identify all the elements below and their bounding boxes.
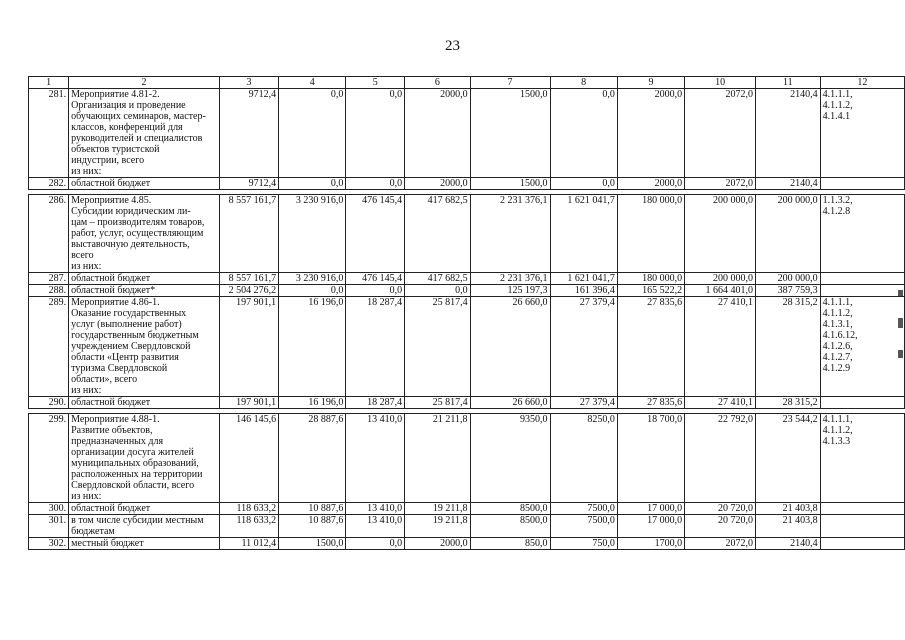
column-header: 4 xyxy=(279,77,346,89)
amount-cell: 387 759,3 xyxy=(756,285,821,297)
column-header: 5 xyxy=(346,77,405,89)
description-line: учреждением Свердловской xyxy=(71,341,191,352)
target-ref: 4.1.1.1, xyxy=(822,297,853,308)
description-line: объектов туристской xyxy=(71,144,160,155)
column-header: 2 xyxy=(69,77,220,89)
amount-cell: 9712,4 xyxy=(219,178,278,190)
amount-cell: 10 887,6 xyxy=(279,515,346,538)
description-line: Мероприятие 4.86-1. xyxy=(71,297,160,308)
amount-cell: 1 664 401,0 xyxy=(685,285,756,297)
description-line: Свердловской области, всего xyxy=(71,480,195,491)
row-description xyxy=(69,297,220,397)
description-line: Мероприятие 4.88-1. xyxy=(71,414,160,425)
target-ref: 4.1.2.7, xyxy=(822,352,853,363)
amount-cell: 16 196,0 xyxy=(279,397,346,409)
amount-cell: 3 230 916,0 xyxy=(279,195,346,273)
amount-cell: 2140,4 xyxy=(756,178,821,190)
amount-cell: 25 817,4 xyxy=(405,297,470,397)
amount-cell: 417 682,5 xyxy=(405,195,470,273)
amount-cell: 28 315,2 xyxy=(756,297,821,397)
amount-cell: 2000,0 xyxy=(405,89,470,178)
row-description xyxy=(69,195,220,273)
amount-cell: 1500,0 xyxy=(470,178,550,190)
description-line: областной бюджет xyxy=(71,273,151,284)
amount-cell: 200 000,0 xyxy=(756,273,821,285)
description-line: области «Центр развития xyxy=(71,352,179,363)
description-line: руководителей и специалистов xyxy=(71,133,203,144)
description-line: выставочную деятельность, xyxy=(71,239,190,250)
amount-cell: 750,0 xyxy=(550,538,617,550)
amount-cell: 2140,4 xyxy=(756,89,821,178)
target-refs xyxy=(820,503,904,515)
amount-cell: 17 000,0 xyxy=(617,503,684,515)
row-number: 289. xyxy=(29,297,69,397)
amount-cell: 11 012,4 xyxy=(219,538,278,550)
amount-cell: 17 000,0 xyxy=(617,515,684,538)
table-row xyxy=(29,515,905,538)
amount-cell: 2000,0 xyxy=(405,178,470,190)
amount-cell: 200 000,0 xyxy=(685,273,756,285)
column-header: 7 xyxy=(470,77,550,89)
amount-cell: 2 504 276,2 xyxy=(219,285,278,297)
table-row xyxy=(29,273,905,285)
amount-cell: 27 410,1 xyxy=(685,297,756,397)
amount-cell: 476 145,4 xyxy=(346,273,405,285)
description-line: туризма Свердловской xyxy=(71,363,168,374)
description-line: Организация и проведение xyxy=(71,100,186,111)
amount-cell: 118 633,2 xyxy=(219,503,278,515)
amount-cell: 0,0 xyxy=(279,89,346,178)
amount-cell: 18 700,0 xyxy=(617,414,684,503)
amount-cell: 20 720,0 xyxy=(685,515,756,538)
amount-cell: 28 887,6 xyxy=(279,414,346,503)
table-row xyxy=(29,538,905,550)
description-line: из них: xyxy=(71,385,102,396)
row-number: 302. xyxy=(29,538,69,550)
amount-cell: 200 000,0 xyxy=(756,195,821,273)
amount-cell: 2000,0 xyxy=(617,178,684,190)
amount-cell: 8250,0 xyxy=(550,414,617,503)
description-line: бюджетам xyxy=(71,526,115,537)
target-ref: 4.1.1.1, xyxy=(822,414,853,425)
row-number: 286. xyxy=(29,195,69,273)
target-ref: 4.1.3.1, xyxy=(822,319,853,330)
amount-cell: 180 000,0 xyxy=(617,195,684,273)
amount-cell: 118 633,2 xyxy=(219,515,278,538)
amount-cell: 476 145,4 xyxy=(346,195,405,273)
target-refs xyxy=(820,414,904,503)
amount-cell: 21 403,8 xyxy=(756,515,821,538)
description-line: работ, услуг, осуществляющим xyxy=(71,228,204,239)
amount-cell: 161 396,4 xyxy=(550,285,617,297)
description-line: местный бюджет xyxy=(71,538,144,549)
amount-cell: 2140,4 xyxy=(756,538,821,550)
target-refs xyxy=(820,195,904,273)
description-line: в том числе субсидии местным xyxy=(71,515,204,526)
amount-cell: 13 410,0 xyxy=(346,515,405,538)
amount-cell: 2072,0 xyxy=(685,178,756,190)
column-header: 9 xyxy=(617,77,684,89)
target-refs xyxy=(820,178,904,190)
row-description xyxy=(69,503,220,515)
target-ref: 4.1.2.9 xyxy=(822,363,851,374)
page-number: 23 xyxy=(445,38,460,54)
amount-cell: 21 403,8 xyxy=(756,503,821,515)
column-header: 3 xyxy=(219,77,278,89)
amount-cell: 16 196,0 xyxy=(279,297,346,397)
target-ref: 4.1.1.1, xyxy=(822,89,853,100)
amount-cell: 0,0 xyxy=(405,285,470,297)
amount-cell: 27 379,4 xyxy=(550,297,617,397)
amount-cell: 1500,0 xyxy=(470,89,550,178)
amount-cell: 21 211,8 xyxy=(405,414,470,503)
amount-cell: 8 557 161,7 xyxy=(219,195,278,273)
amount-cell: 0,0 xyxy=(346,285,405,297)
amount-cell: 197 901,1 xyxy=(219,397,278,409)
amount-cell: 2 231 376,1 xyxy=(470,273,550,285)
amount-cell: 9712,4 xyxy=(219,89,278,178)
amount-cell: 27 379,4 xyxy=(550,397,617,409)
row-description xyxy=(69,414,220,503)
target-refs xyxy=(820,89,904,178)
amount-cell: 417 682,5 xyxy=(405,273,470,285)
description-line: Развитие объектов, xyxy=(71,425,153,436)
table-row xyxy=(29,195,905,273)
column-header: 1 xyxy=(29,77,69,89)
description-line: услуг (выполнение работ) xyxy=(71,319,182,330)
amount-cell: 850,0 xyxy=(470,538,550,550)
column-header: 6 xyxy=(405,77,470,89)
row-number: 281. xyxy=(29,89,69,178)
amount-cell: 2000,0 xyxy=(617,89,684,178)
table-row xyxy=(29,178,905,190)
amount-cell: 8 557 161,7 xyxy=(219,273,278,285)
description-line: Оказание государственных xyxy=(71,308,187,319)
description-line: обучающих семинаров, мастер- xyxy=(71,111,206,122)
amount-cell: 200 000,0 xyxy=(685,195,756,273)
target-refs xyxy=(820,297,904,397)
amount-cell: 27 410,1 xyxy=(685,397,756,409)
amount-cell: 146 145,6 xyxy=(219,414,278,503)
description-line: областной бюджет xyxy=(71,178,151,189)
amount-cell: 23 544,2 xyxy=(756,414,821,503)
amount-cell: 1 621 041,7 xyxy=(550,273,617,285)
description-line: из них: xyxy=(71,491,102,502)
row-description xyxy=(69,515,220,538)
target-ref: 4.1.1.2, xyxy=(822,308,853,319)
target-ref: 4.1.6.12, xyxy=(822,330,858,341)
target-refs xyxy=(820,285,904,297)
description-line: цам – производителям товаров, xyxy=(71,217,205,228)
margin-mark xyxy=(898,318,903,328)
amount-cell: 26 660,0 xyxy=(470,397,550,409)
target-ref: 4.1.3.3 xyxy=(822,436,851,447)
description-line: областной бюджет xyxy=(71,397,151,408)
target-ref: 1.1.3.2, xyxy=(822,195,853,206)
amount-cell: 8500,0 xyxy=(470,503,550,515)
description-line: организации досуга жителей xyxy=(71,447,194,458)
amount-cell: 3 230 916,0 xyxy=(279,273,346,285)
description-line: из них: xyxy=(71,166,102,177)
amount-cell: 18 287,4 xyxy=(346,297,405,397)
amount-cell: 28 315,2 xyxy=(756,397,821,409)
table-row xyxy=(29,414,905,503)
description-line: областной бюджет* xyxy=(71,285,156,296)
row-number: 288. xyxy=(29,285,69,297)
header-row xyxy=(29,77,905,89)
table-row xyxy=(29,285,905,297)
amount-cell: 9350,0 xyxy=(470,414,550,503)
amount-cell: 180 000,0 xyxy=(617,273,684,285)
amount-cell: 8500,0 xyxy=(470,515,550,538)
row-description xyxy=(69,397,220,409)
amount-cell: 2072,0 xyxy=(685,538,756,550)
description-line: классов, конференций для xyxy=(71,122,183,133)
row-description xyxy=(69,89,220,178)
amount-cell: 0,0 xyxy=(550,178,617,190)
amount-cell: 7500,0 xyxy=(550,503,617,515)
budget-table xyxy=(28,76,905,550)
amount-cell: 1 621 041,7 xyxy=(550,195,617,273)
amount-cell: 7500,0 xyxy=(550,515,617,538)
row-number: 290. xyxy=(29,397,69,409)
amount-cell: 27 835,6 xyxy=(617,397,684,409)
target-ref: 4.1.1.2, xyxy=(822,100,853,111)
description-line: Мероприятие 4.85. xyxy=(71,195,152,206)
description-line: муниципальных образований, xyxy=(71,458,199,469)
table-row xyxy=(29,397,905,409)
table-row xyxy=(29,503,905,515)
amount-cell: 1500,0 xyxy=(279,538,346,550)
amount-cell: 10 887,6 xyxy=(279,503,346,515)
amount-cell: 165 522,2 xyxy=(617,285,684,297)
target-ref: 4.1.2.8 xyxy=(822,206,851,217)
amount-cell: 22 792,0 xyxy=(685,414,756,503)
row-description xyxy=(69,538,220,550)
amount-cell: 0,0 xyxy=(550,89,617,178)
row-number: 299. xyxy=(29,414,69,503)
margin-mark xyxy=(898,350,903,358)
description-line: всего xyxy=(71,250,94,261)
row-number: 282. xyxy=(29,178,69,190)
amount-cell: 0,0 xyxy=(346,178,405,190)
description-line: Субсидии юридическим ли- xyxy=(71,206,191,217)
description-line: из них: xyxy=(71,261,102,272)
column-header: 8 xyxy=(550,77,617,89)
amount-cell: 1700,0 xyxy=(617,538,684,550)
amount-cell: 2000,0 xyxy=(405,538,470,550)
amount-cell: 2072,0 xyxy=(685,89,756,178)
table-row xyxy=(29,297,905,397)
description-line: областной бюджет xyxy=(71,503,151,514)
row-description xyxy=(69,285,220,297)
amount-cell: 27 835,6 xyxy=(617,297,684,397)
amount-cell: 0,0 xyxy=(279,178,346,190)
target-refs xyxy=(820,397,904,409)
margin-mark xyxy=(898,290,903,296)
target-refs xyxy=(820,515,904,538)
table-row xyxy=(29,89,905,178)
amount-cell: 19 211,8 xyxy=(405,503,470,515)
description-line: области», всего xyxy=(71,374,138,385)
target-refs xyxy=(820,538,904,550)
row-description xyxy=(69,178,220,190)
description-line: индустрии, всего xyxy=(71,155,145,166)
amount-cell: 0,0 xyxy=(346,89,405,178)
target-refs xyxy=(820,273,904,285)
row-number: 287. xyxy=(29,273,69,285)
amount-cell: 18 287,4 xyxy=(346,397,405,409)
amount-cell: 0,0 xyxy=(279,285,346,297)
column-header: 11 xyxy=(756,77,821,89)
column-header: 12 xyxy=(820,77,904,89)
description-line: государственным бюджетным xyxy=(71,330,199,341)
amount-cell: 20 720,0 xyxy=(685,503,756,515)
amount-cell: 125 197,3 xyxy=(470,285,550,297)
target-ref: 4.1.4.1 xyxy=(822,111,851,122)
amount-cell: 26 660,0 xyxy=(470,297,550,397)
description-line: расположенных на территории xyxy=(71,469,203,480)
row-description xyxy=(69,273,220,285)
target-ref: 4.1.2.6, xyxy=(822,341,853,352)
amount-cell: 19 211,8 xyxy=(405,515,470,538)
amount-cell: 0,0 xyxy=(346,538,405,550)
amount-cell: 13 410,0 xyxy=(346,414,405,503)
description-line: Мероприятие 4.81-2. xyxy=(71,89,160,100)
row-number: 301. xyxy=(29,515,69,538)
column-header: 10 xyxy=(685,77,756,89)
amount-cell: 13 410,0 xyxy=(346,503,405,515)
amount-cell: 197 901,1 xyxy=(219,297,278,397)
row-number: 300. xyxy=(29,503,69,515)
description-line: предназначенных для xyxy=(71,436,164,447)
amount-cell: 25 817,4 xyxy=(405,397,470,409)
target-ref: 4.1.1.2, xyxy=(822,425,853,436)
amount-cell: 2 231 376,1 xyxy=(470,195,550,273)
